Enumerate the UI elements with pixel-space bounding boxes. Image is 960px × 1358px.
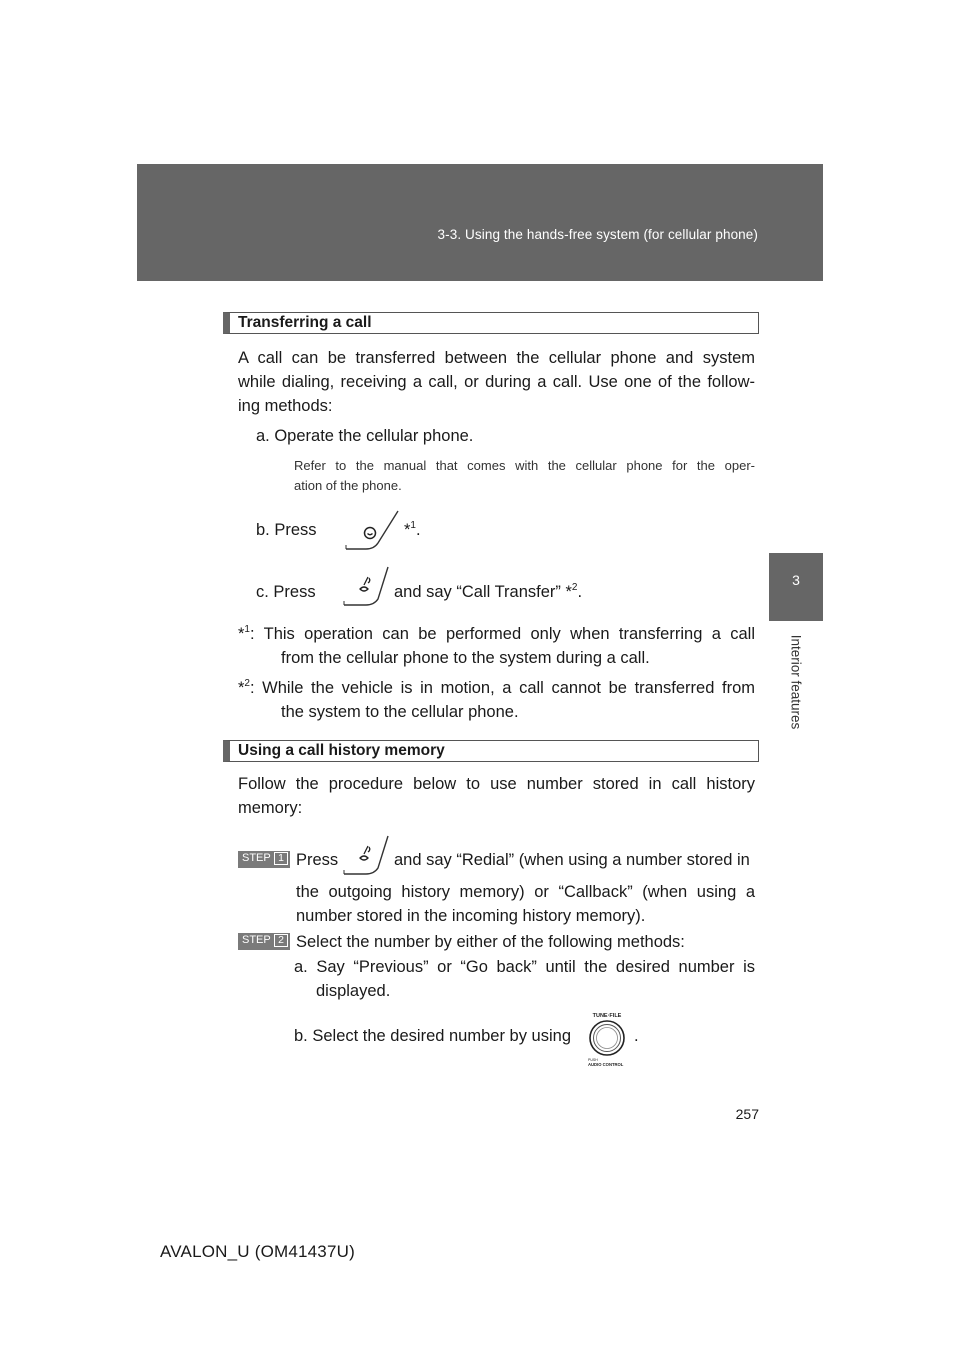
- voice-talk-button-icon: [342, 563, 390, 607]
- item-a-text: a. Operate the cellular phone.: [256, 427, 474, 445]
- voice-talk-button-icon: [342, 832, 390, 876]
- chapter-side-label: [786, 627, 806, 737]
- step-1-line1: and say “Redial” (when using a number stored in: [394, 851, 750, 869]
- chapter-side-tab: [769, 553, 823, 621]
- step-2b-period: .: [634, 1027, 639, 1045]
- item-a-note-line1: Refer to the manual that comes with the cellular phone for the oper-: [294, 458, 755, 473]
- item-b-footnote-ref: *$^1$.: [404, 520, 421, 539]
- step-2-line1: Select the number by either of the following methods:: [296, 933, 685, 951]
- knob-push-label: PUSH: [588, 1058, 598, 1062]
- step-1-line3: number stored in the incoming history memory).: [296, 907, 646, 925]
- footnote-2-line1: *$^2$: While the vehicle is in motion, a call cannot be transferred from: [238, 678, 755, 697]
- item-c-prefix: c. Press: [256, 583, 316, 601]
- footnote-1-line1: *$^1$: This operation can be performed only when transferring a call: [238, 624, 755, 643]
- step-1-badge: STEP 1: [238, 851, 290, 868]
- section1-intro-line3: ing methods:: [238, 397, 333, 415]
- chapter-header-band: [137, 164, 823, 281]
- page-number: 257: [735, 1106, 759, 1122]
- tune-file-knob-icon: [585, 1011, 629, 1069]
- item-b-prefix: b. Press: [256, 521, 317, 539]
- step-1-prefix: Press: [296, 851, 339, 869]
- step-2b-text: b. Select the desired number by using: [294, 1027, 571, 1045]
- footnote-2-line2: the system to the cellular phone.: [281, 703, 519, 721]
- section1-intro-line1: A call can be transferred between the cellular phone and system: [238, 349, 755, 367]
- step-1-line2: the outgoing history memory) or “Callback” (when using a: [296, 883, 755, 901]
- item-a-note-line2: ation of the phone.: [294, 478, 402, 493]
- document-code: AVALON_U (OM41437U): [160, 1242, 355, 1261]
- section-title-transferring: Transferring a call: [223, 312, 759, 334]
- knob-audio-control-label: AUDIO CONTROL: [588, 1062, 624, 1067]
- step-2a-line2: displayed.: [316, 982, 391, 1000]
- section2-intro-line2: memory:: [238, 799, 303, 817]
- chapter-number: 3: [792, 572, 800, 588]
- chapter-header-title: 3-3. Using the hands-free system (for cellular phone): [437, 227, 758, 242]
- step-2-badge: STEP 2: [238, 933, 290, 950]
- knob-top-label: TUNE·FILE: [592, 1013, 622, 1019]
- chapter-side-label-text: Interior features: [788, 634, 804, 730]
- section-title-call-history: Using a call history memory: [223, 740, 759, 762]
- section1-intro-line2: while dialing, receiving a call, or during a call. Use one of the follow-: [238, 373, 755, 391]
- footnote-1-line2: from the cellular phone to the system during a call.: [281, 649, 650, 667]
- phone-hook-button-icon: [344, 505, 402, 551]
- item-c-text: and say “Call Transfer” *$^2$.: [394, 582, 583, 601]
- section2-intro-line1: Follow the procedure below to use number stored in call history: [238, 775, 755, 793]
- step-2a-line1: a. Say “Previous” or “Go back” until the desired number is: [294, 958, 755, 976]
